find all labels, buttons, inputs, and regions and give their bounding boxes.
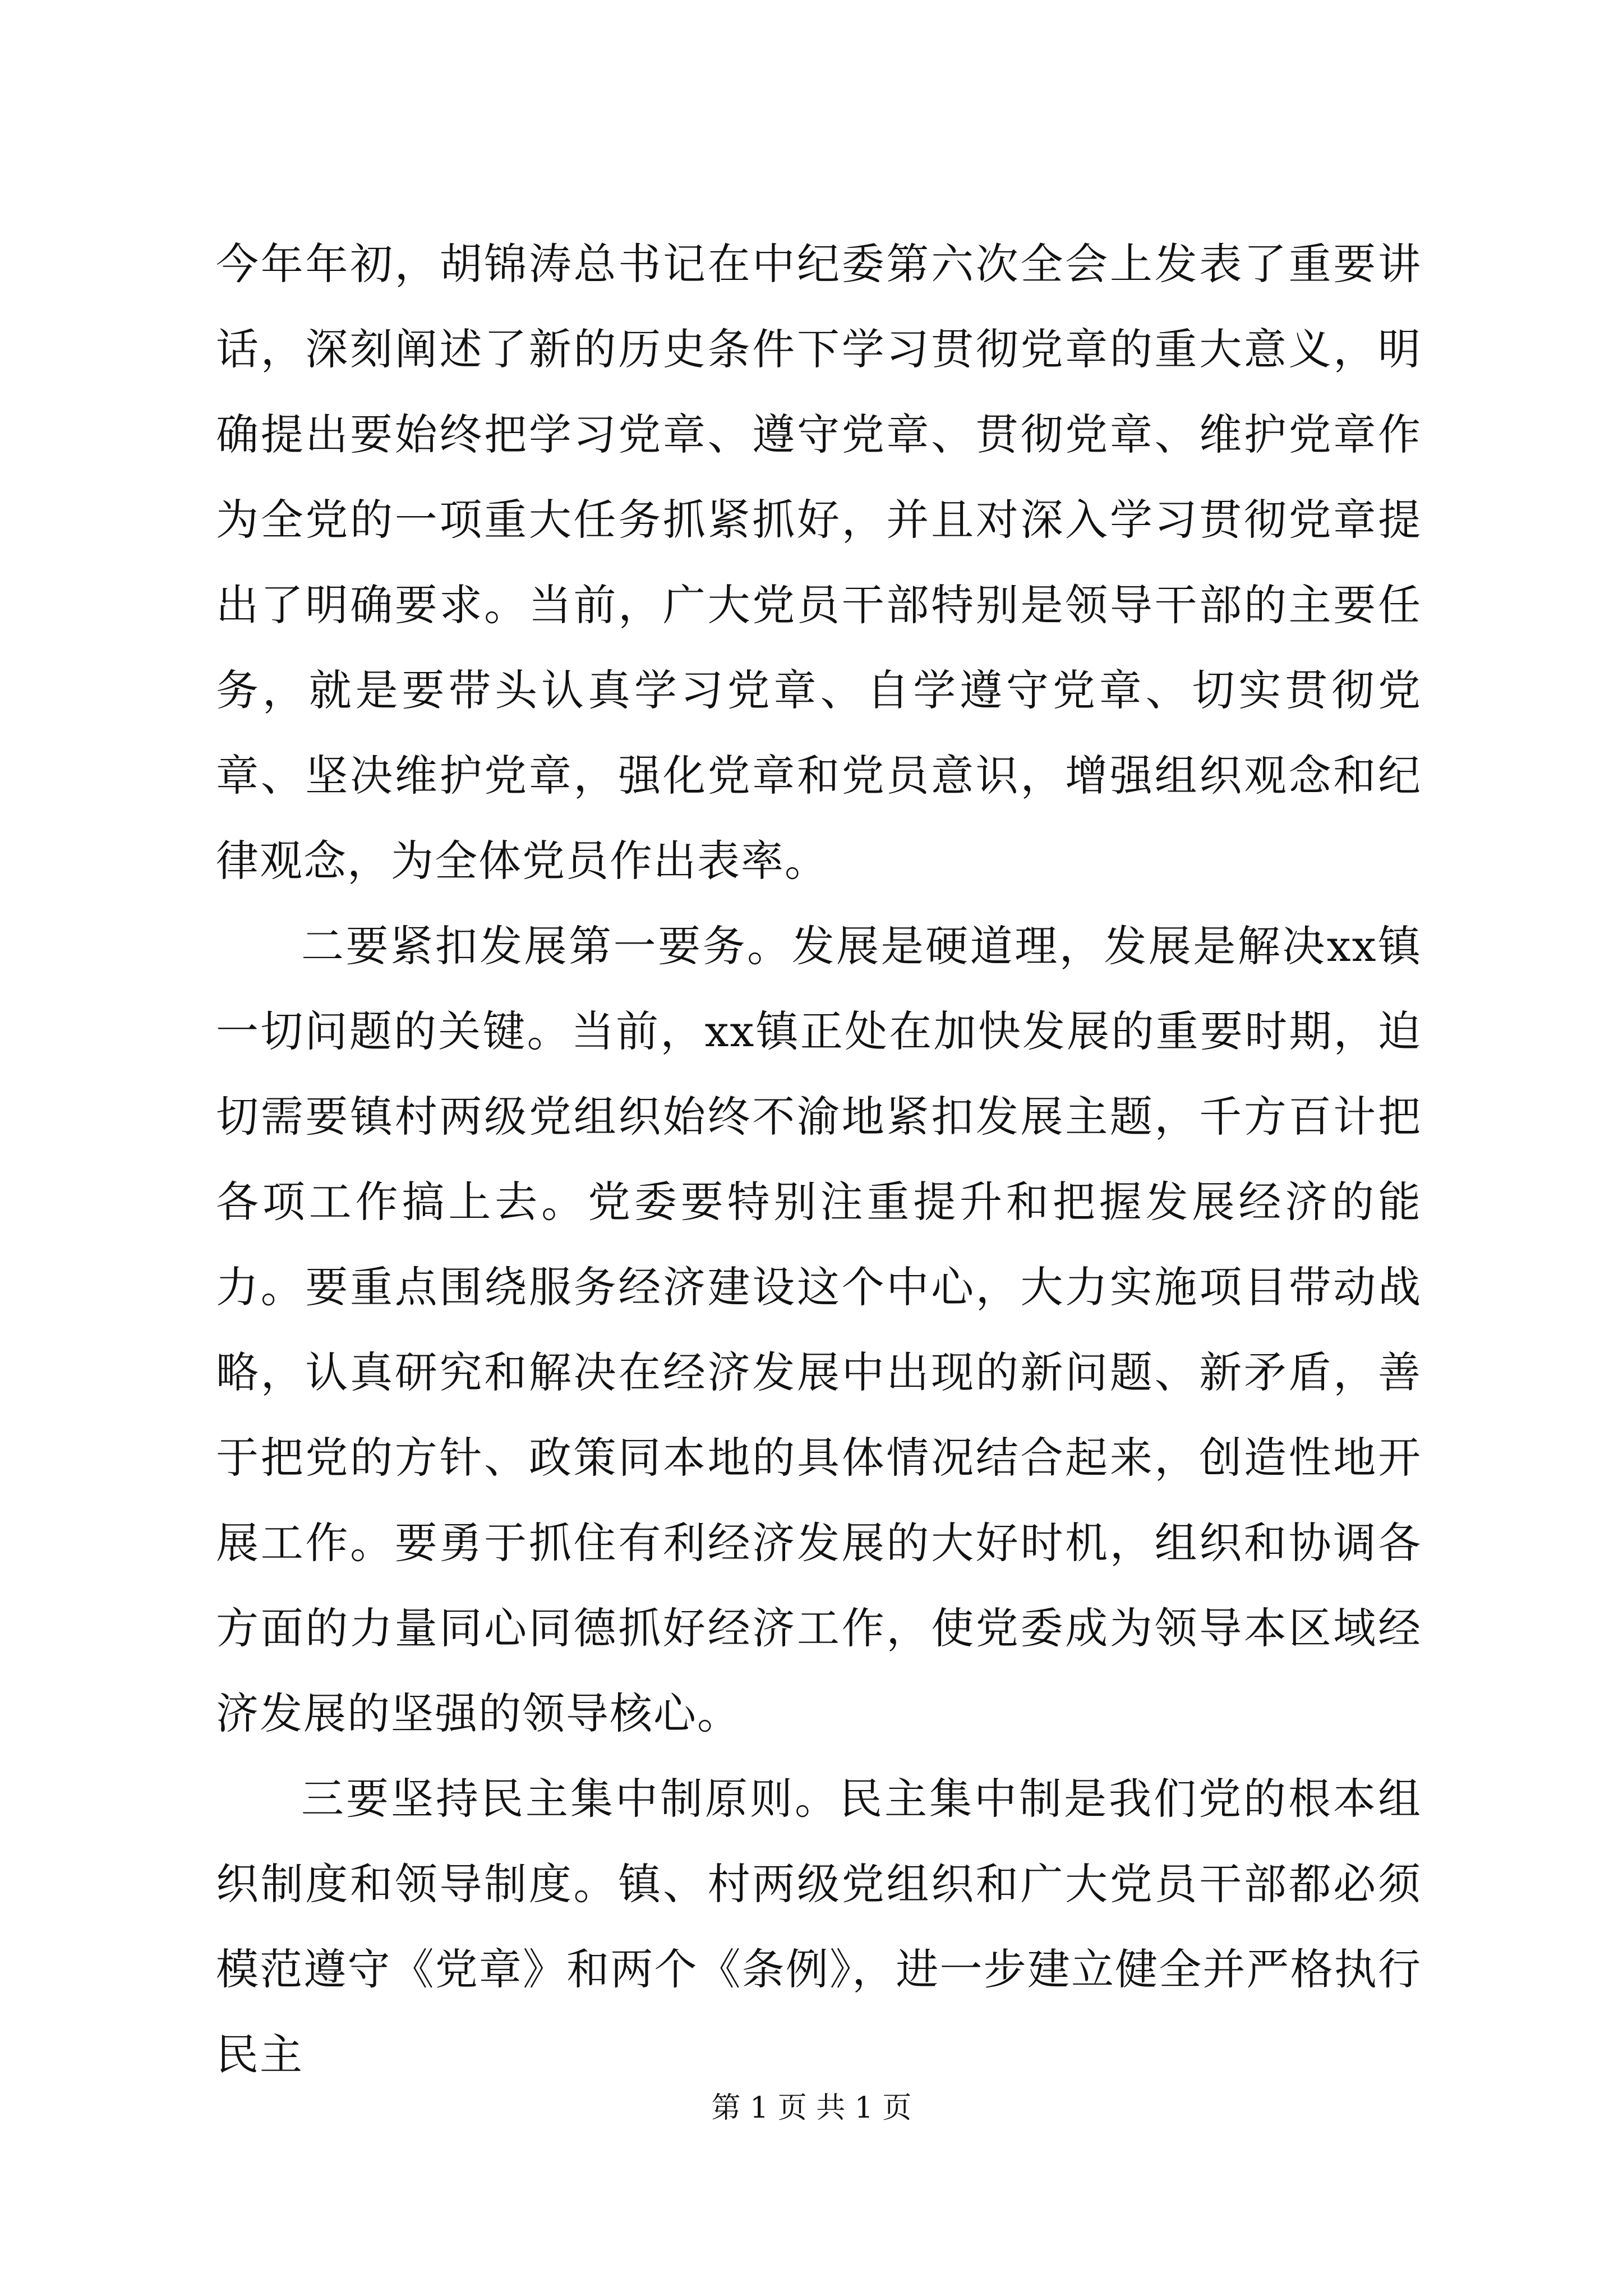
paragraph-3: 三要坚持民主集中制原则。民主集中制是我们党的根本组织制度和领导制度。镇、村两级党组织和广大党员干部都必须模范遵守《党章》和两个《条例》，进一步建立健全并严格执行民主 <box>216 1774 1422 2079</box>
document-body <box>216 222 1422 2097</box>
paragraph-1: 今年年初，胡锦涛总书记在中纪委第六次全会上发表了重要讲话，深刻阐述了新的历史条件下学习贯彻党章的重大意义，明确提出要始终把学习党章、遵守党章、贯彻党章、维护党章作为全党的一项重大任务抓紧抓好，并且对深入学习贯彻党章提出了明确要求。当前，广大党员干部特别是领导干部的主要任务，就是要带头认真学习党章、自学遵守党章、切实贯彻党章、坚决维护党章，强化党章和党员意识，增强组织观念和纪律观念，为全体党员作出表率。 <box>216 239 1422 886</box>
paragraph-2: 二要紧扣发展第一要务。发展是硬道理，发展是解决xx镇一切问题的关键。当前，xx镇正处在加快发展的重要时期，迫切需要镇村两级党组织始终不渝地紧扣发展主题，千方百计把各项工作搞上去。党委要特别注重提升和把握发展经济的能力。要重点围绕服务经济建设这个中心，大力实施项目带动战略，认真研究和解决在经济发展中出现的新问题、新矛盾，善于把党的方针、政策同本地的具体情况结合起来，创造性地开展工作。要勇于抓住有利经济发展的大好时机，组织和协调各方面的力量同心同德抓好经济工作，使党委成为领导本区域经济发展的坚强的领导核心。 <box>216 921 1422 1738</box>
page-footer: 第 1 页 共 1 页 <box>711 2091 912 2125</box>
